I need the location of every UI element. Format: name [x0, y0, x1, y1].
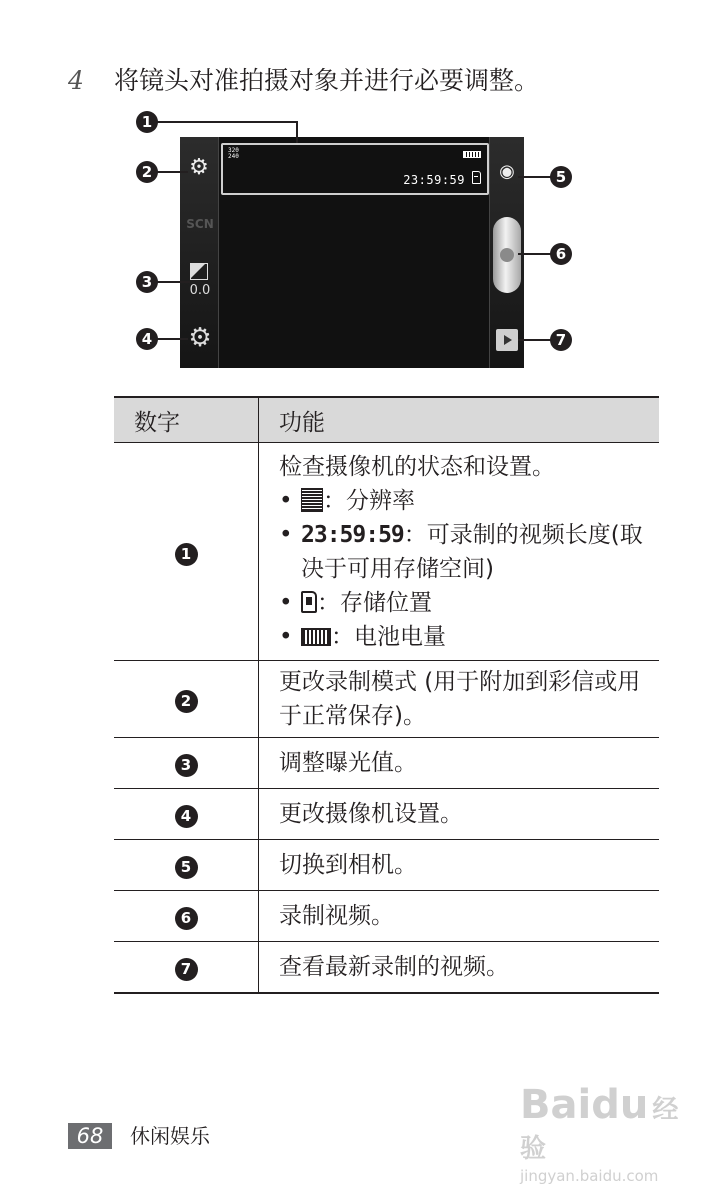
settings-gear-icon[interactable]: ⚙: [188, 323, 212, 353]
bullet-text: ：电池电量: [331, 623, 446, 650]
resolution-indicator: [228, 148, 239, 160]
resolution-icon: [301, 488, 323, 512]
step-number: 4: [68, 66, 84, 95]
play-latest-video-button[interactable]: [496, 329, 518, 351]
camcorder-viewfinder: [180, 137, 524, 368]
bullet-text: ：存储位置: [317, 589, 432, 616]
battery-icon: [463, 151, 481, 158]
recording-mode-icon[interactable]: ⚙: [189, 155, 209, 180]
table-row: [114, 840, 659, 891]
row-number-cell: [114, 942, 259, 993]
list-item: [279, 620, 649, 654]
callout-line-3: [154, 281, 190, 283]
row-function-cell: 切换到相机。: [259, 840, 660, 891]
callout-3: 3: [136, 271, 158, 293]
callout-line-2: [154, 171, 188, 173]
bullet-text: ：分辨率: [323, 487, 415, 514]
storage-icon: [301, 591, 317, 613]
list-item: [279, 586, 649, 620]
page-number: 68: [68, 1123, 112, 1149]
callout-line-1-drop: [296, 121, 298, 143]
exposure-icon[interactable]: [190, 263, 208, 280]
function-table: [114, 396, 659, 994]
row-function-cell: 更改摄像机设置。: [259, 789, 660, 840]
callout-6: 6: [550, 243, 572, 265]
table-row: [114, 891, 659, 942]
step-text: 将镜头对准拍摄对象并进行必要调整。: [114, 66, 540, 95]
callout-1: 1: [136, 111, 158, 133]
table-row: [114, 443, 659, 661]
row-number-cell: [114, 738, 259, 789]
number-badge: 1: [175, 543, 198, 566]
table-row: [114, 661, 659, 738]
row-function-cell: [259, 443, 660, 661]
row-number-cell: [114, 443, 259, 661]
number-badge: 4: [175, 805, 198, 828]
row-text: 检查摄像机的状态和设置。: [279, 453, 555, 480]
list-item: [279, 518, 649, 586]
watermark-url: jingyan.baidu.com: [520, 1167, 659, 1185]
table-row: [114, 789, 659, 840]
storage-icon: [472, 171, 481, 184]
timer-icon: 23:59:59: [301, 521, 404, 548]
scene-mode-label[interactable]: SCN: [186, 217, 214, 231]
table-header-row: [114, 397, 659, 443]
table-row: [114, 738, 659, 789]
callout-5: 5: [550, 166, 572, 188]
number-badge: 3: [175, 754, 198, 777]
bullet-text: ：可录制的视频长度(取决于可用存储空间): [301, 521, 643, 582]
battery-icon: [301, 628, 331, 646]
callout-4: 4: [136, 328, 158, 350]
resolution-height: 240: [228, 153, 239, 160]
callout-line-4: [154, 338, 188, 340]
row-function-cell: 查看最新录制的视频。: [259, 942, 660, 993]
number-badge: 5: [175, 856, 198, 879]
row-number-cell: [114, 661, 259, 738]
status-indicator-area: [221, 143, 489, 195]
table-row: [114, 942, 659, 993]
number-badge: 2: [175, 690, 198, 713]
section-title: 休闲娱乐: [130, 1124, 210, 1148]
row-number-cell: [114, 840, 259, 891]
callout-line-7: [518, 339, 552, 341]
number-badge: 6: [175, 907, 198, 930]
callout-line-6: [518, 253, 552, 255]
row-number-cell: [114, 789, 259, 840]
step-instruction: [68, 62, 539, 100]
callout-line-5: [518, 176, 552, 178]
watermark-suffix: 经验: [520, 1095, 679, 1164]
baidu-watermark: [520, 1082, 686, 1185]
list-item: [279, 484, 649, 518]
row-function-cell: 录制视频。: [259, 891, 660, 942]
camera-switch-icon[interactable]: ◉: [499, 161, 515, 182]
row-number-cell: [114, 891, 259, 942]
record-dot-icon: [500, 248, 514, 262]
watermark-brand: Baidu: [520, 1082, 649, 1128]
record-button[interactable]: [493, 217, 521, 293]
header-function: 功能: [259, 397, 660, 443]
exposure-value: 0.0: [189, 283, 211, 298]
header-number: 数字: [114, 397, 259, 443]
row-function-cell: 更改录制模式 (用于附加到彩信或用于正常保存)。: [259, 661, 660, 738]
callout-line-1: [154, 121, 297, 123]
number-badge: 7: [175, 958, 198, 981]
resolution-width: 320: [228, 147, 239, 154]
row-function-cell: 调整曝光值。: [259, 738, 660, 789]
callout-2: 2: [136, 161, 158, 183]
recording-time-remaining: 23:59:59: [403, 173, 465, 187]
callout-7: 7: [550, 329, 572, 351]
